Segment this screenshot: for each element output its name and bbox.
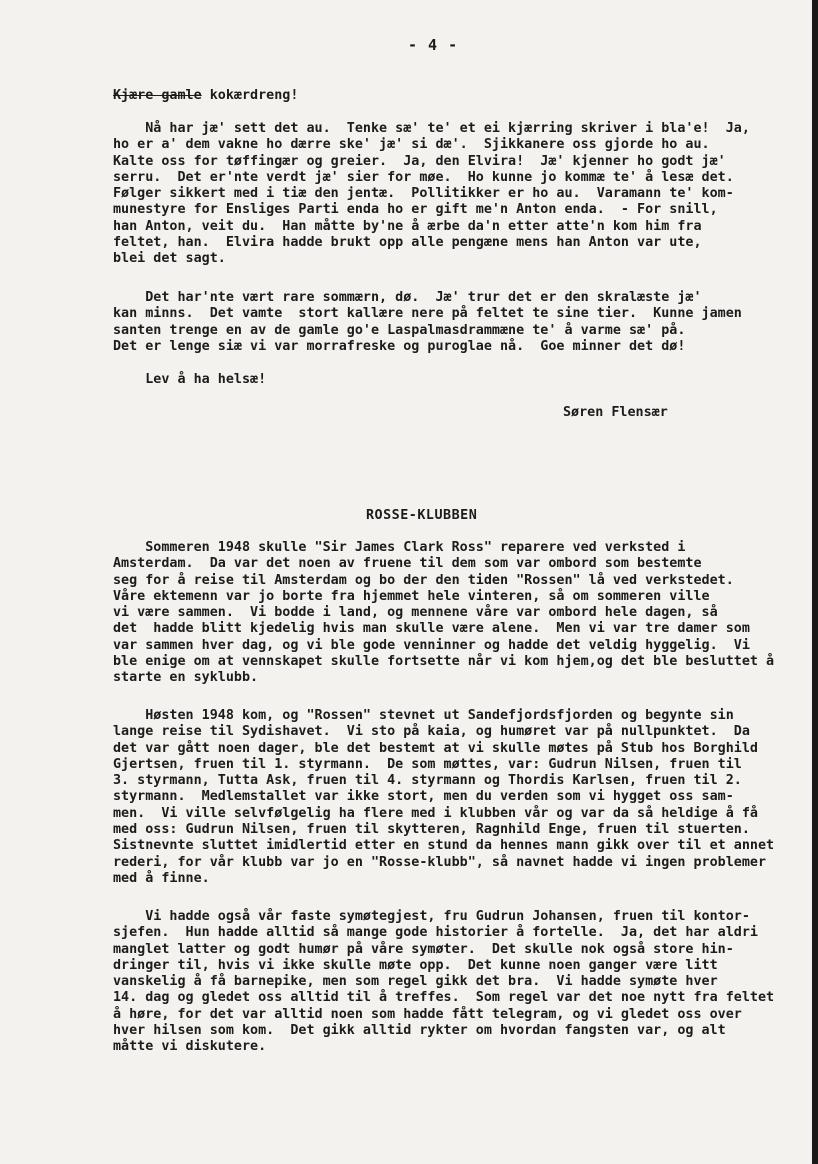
text-line: å høre, for det var alltid noen som hadde fått telegram, og vi gledet oss over: [113, 1006, 742, 1022]
letter-paragraph-2: [113, 290, 803, 355]
text-line: blei det sagt.: [113, 251, 226, 267]
greeting-text: kokærdreng!: [201, 88, 299, 103]
text-line: kan minns. Det vamte stort kallære nere på feltet te sine tier. Kunne jamen: [113, 306, 742, 322]
text-line: Sistnevnte sluttet imidlertid etter en stund da hennes mann gikk over til et annet: [113, 838, 775, 854]
text-line: Kalte oss for tøffingær og greier. Ja, den Elvira! Jæ' kjenner ho godt jæ': [113, 153, 726, 169]
text-line: Våre ektemenn var jo borte fra hjemmet hele vinteren, så om sommeren ville: [113, 588, 710, 604]
text-line: ho er a' dem vakne ho dærre ske' jæ' si dæ'. Sjikkanere oss gjorde ho au.: [113, 137, 710, 153]
greeting-struck-text: Kjære gamle: [113, 88, 202, 103]
text-line: munestyre for Ensliges Parti enda ho er gift me'n Anton enda. - For snill,: [113, 202, 718, 218]
text-line: starte en syklubb.: [113, 670, 259, 686]
article-paragraph-1: [113, 540, 803, 687]
text-line: vi være sammen. Vi bodde i land, og mennene våre var ombord hele dagen, så: [113, 605, 718, 621]
page-number: - 4 -: [408, 36, 459, 54]
article-title: ROSSE-KLUBBEN: [366, 508, 478, 523]
text-line: vanskelig å få barnepike, men som regel gikk det bra. Vi hadde symøte hver: [113, 974, 718, 990]
text-line: lange reise til Sydishavet. Vi sto på kaia, og humøret var på nullpunktet. Da: [113, 724, 750, 740]
text-line: det var gått noen dager, ble det bestemt at vi skulle møtes på Stub hos Borghild: [113, 740, 758, 756]
text-line: hver hilsen som kom. Det gikk alltid rykter om hvordan fangsten var, og alt: [113, 1023, 726, 1039]
text-line: Det er lenge siæ vi var morrafreske og puroglae nå. Goe minner det dø!: [113, 338, 686, 354]
text-line: santen trenge en av de gamle go'e Laspalmasdrammæne te' å varme sæ' på.: [113, 322, 686, 338]
text-line: 14. dag og gledet oss alltid til å treffes. Som regel var det noe nytt fra feltet: [113, 990, 775, 1006]
text-line: 3. styrmann, Tutta Ask, fruen til 4. styrmann og Thordis Karlsen, fruen til 2.: [113, 773, 742, 789]
text-line: Sommeren 1948 skulle "Sir James Clark Ross" reparere ved verksted i: [113, 540, 686, 555]
text-line: Høsten 1948 kom, og "Rossen" stevnet ut Sandefjordsfjorden og begynte sin: [113, 708, 734, 723]
text-line: ble enige om at vennskapet skulle fortsette når vi kom hjem,og det ble besluttet å: [113, 654, 775, 670]
text-line: manglet latter og godt humør på våre symøter. Det skulle nok også store hin-: [113, 941, 734, 957]
text-line: var sammen hver dag, og vi ble gode venninner og hadde det veldig hyggelig. Vi: [113, 637, 750, 653]
text-line: med oss: Gudrun Nilsen, fruen til skytteren, Ragnhild Enge, fruen til stuerten.: [113, 822, 750, 838]
text-line: Nå har jæ' sett det au. Tenke sæ' te' et ei kjærring skriver i bla'e! Ja,: [113, 121, 750, 136]
article-paragraph-3: [113, 909, 803, 1056]
text-line: med å finne.: [113, 870, 210, 886]
text-line: sjefen. Hun hadde alltid så mange gode historier å fortelle. Ja, det har aldri: [113, 925, 758, 941]
text-line: Amsterdam. Da var det noen av fruene til dem som var ombord som bestemte: [113, 556, 702, 572]
letter-greeting: [113, 88, 803, 104]
text-line: rederi, for vår klubb var jo en "Rosse-klubb", så navnet hadde vi ingen problemer: [113, 854, 767, 870]
text-line: Lev å ha helsæ!: [113, 372, 267, 387]
letter-signature: Søren Flensær: [563, 405, 668, 420]
text-line: styrmann. Medlemstallet var ikke stort, men du verden som vi hygget oss sam-: [113, 789, 734, 805]
letter-paragraph-1: [113, 121, 803, 268]
scan-edge: [812, 0, 818, 1164]
text-line: serru. Det er'nte verdt jæ' sier for møe. Ho kunne jo kommæ te' å lesæ det.: [113, 169, 734, 185]
text-line: feltet, han. Elvira hadde brukt opp alle pengæne mens han Anton var ute,: [113, 235, 702, 251]
text-line: Vi hadde også vår faste symøtegjest, fru Gudrun Johansen, fruen til kontor-: [113, 909, 750, 924]
text-line: dringer til, hvis vi ikke skulle møte opp. Det kunne noen ganger være litt: [113, 957, 718, 973]
article-paragraph-2: [113, 708, 803, 887]
text-line: han Anton, veit du. Han måtte by'ne å ærbe da'n etter atte'n kom him fra: [113, 218, 702, 234]
text-line: måtte vi diskutere.: [113, 1039, 267, 1055]
text-line: seg for å reise til Amsterdam og bo der den tiden "Rossen" lå ved verkstedet.: [113, 572, 734, 588]
letter-paragraph-3: [113, 372, 803, 388]
text-line: Gjertsen, fruen til 1. styrmann. De som møttes, var: Gudrun Nilsen, fruen til: [113, 756, 742, 772]
text-line: det hadde blitt kjedelig hvis man skulle være alene. Men vi var tre damer som: [113, 621, 750, 637]
text-line: Det har'nte vært rare sommærn, dø. Jæ' trur det er den skralæste jæ': [113, 290, 702, 305]
text-line: men. Vi ville selvfølgelig ha flere med i klubben vår og var da så heldige å få: [113, 805, 758, 821]
text-line: Følger sikkert med i tiæ den jentæ. Pollitikker er ho au. Varamann te' kom-: [113, 186, 734, 202]
